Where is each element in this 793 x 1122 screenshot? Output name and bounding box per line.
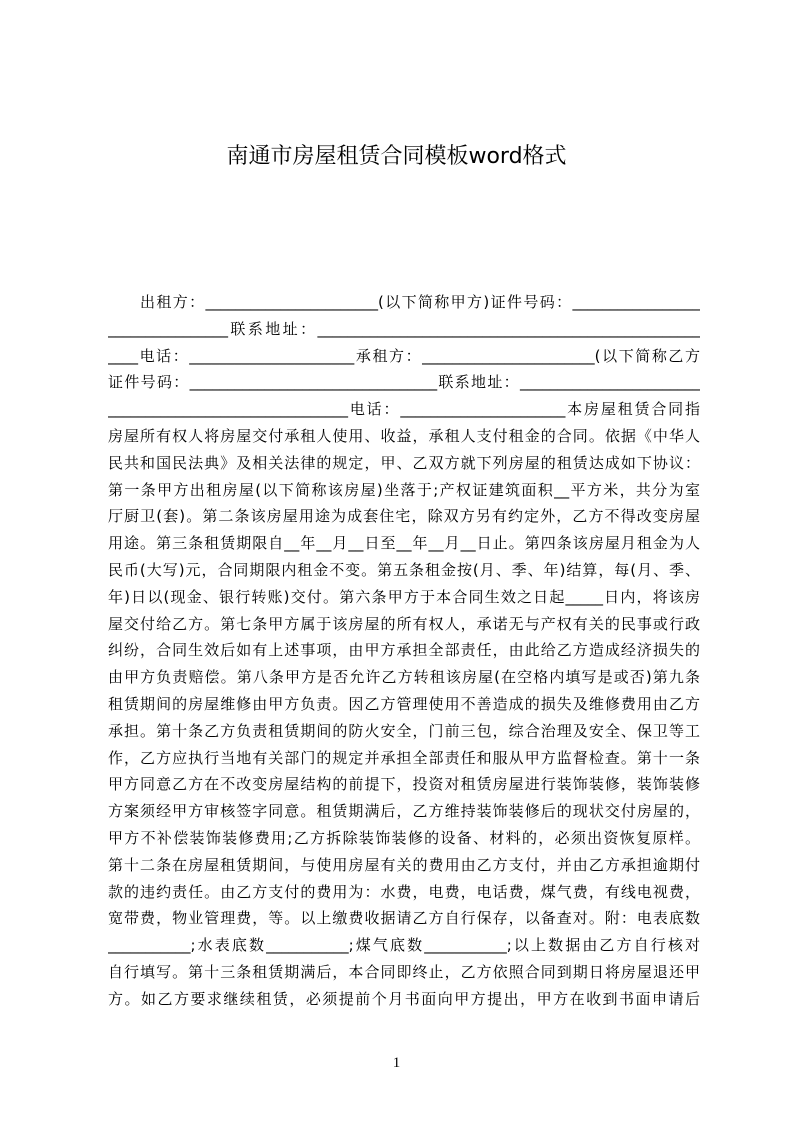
text-line: 自行填写。第十三条租赁期满后，本合同即终止，乙方依照合同到期日将房屋退还甲 (108, 962, 700, 981)
text-line: 出租方：_______________________(以下简称甲方)证件号码：_________________ (140, 293, 700, 311)
text-line: 房屋所有权人将房屋交付承租人使用、收益，承租人支付租金的合同。依据《中华人 (108, 426, 700, 445)
text-line: 承担。第十条乙方负责租赁期间的防火安全，门前三包，综合治理及安全、保卫等工 (108, 721, 700, 740)
text-line: 民币(大写)元，合同期限内租金不变。第五条租金按(月、季、年)结算，每(月、季、 (108, 560, 700, 579)
text-line: 纠纷，合同生效后如有上述事项，由甲方承担全部责任，由此给乙方造成经济损失的 (108, 641, 700, 660)
text-line: 作，乙方应执行当地有关部门的规定并承担全部责任和服从甲方监督检查。第十一条 (108, 748, 700, 767)
text-line: ________________联系地址：___________________________________________________ (108, 319, 700, 338)
text-line: 用途。第三条租赁期限自__年__月__日至__年__月__日止。第四条该房屋月租金为人 (108, 534, 700, 553)
page-number: 1 (392, 1055, 401, 1071)
text-line: 民共和国民法典》及相关法律的规定，甲、乙双方就下列房屋的租赁达成如下协议： (108, 453, 700, 472)
text-line: 证件号码：_________________________________联系地址：________________________ (108, 373, 700, 392)
text-line: 款的违约责任。由乙方支付的费用为：水费，电费，电话费，煤气费，有线电视费， (108, 882, 700, 901)
text-line: 年)日以(现金、银行转账)交付。第六条甲方于本合同生效之日起_____日内，将该房 (108, 587, 700, 606)
text-line: 厅厨卫(套)。第二条该房屋用途为成套住宅，除双方另有约定外，乙方不得改变房屋 (108, 507, 700, 526)
text-line: 方案须经甲方审核签字同意。租赁期满后，乙方维持装饰装修后的现状交付房屋的， (108, 802, 700, 821)
text-line: 甲方同意乙方在不改变房屋结构的前提下，投资对租赁房屋进行装饰装修，装饰装修 (108, 775, 700, 794)
text-line: ___________;水表底数___________;煤气底数___________;以上数据由乙方自行核对 (108, 936, 700, 955)
text-line: 屋交付给乙方。第七条甲方属于该房屋的所有权人，承诺无与产权有关的民事或行政 (108, 614, 700, 633)
text-line: 方。如乙方要求继续租赁，必须提前个月书面向甲方提出，甲方在收到书面申请后 (108, 989, 700, 1008)
text-line: 第一条甲方出租房屋(以下简称该房屋)坐落于;产权证建筑面积__平方米，共分为室 (108, 480, 700, 499)
text-line: 租赁期间的房屋维修由甲方负责。因乙方管理使用不善造成的损失及维修费用由乙方 (108, 694, 700, 713)
text-line: 宽带费，物业管理费，等。以上缴费收据请乙方自行保存，以备查对。附：电表底数 (108, 909, 700, 928)
text-line: 第十二条在房屋租赁期间，与使用房屋有关的费用由乙方支付，并由乙方承担逾期付 (108, 855, 700, 874)
document-body (108, 289, 700, 1013)
text-line: ________________________________电话：______________________本房屋租赁合同指 (108, 400, 700, 419)
document-title: 南通市房屋租赁合同模板word格式 (226, 144, 567, 169)
text-line: 由甲方负责赔偿。第八条甲方是否允许乙方转租该房屋(在空格内填写是或否)第九条 (108, 668, 700, 687)
text-line: ____电话：______________________承租方：_______________________(以下简称乙方 (108, 346, 700, 365)
text-line: 甲方不补偿装饰装修费用;乙方拆除装饰装修的设备、材料的，必须出资恢复原样。 (108, 828, 700, 847)
